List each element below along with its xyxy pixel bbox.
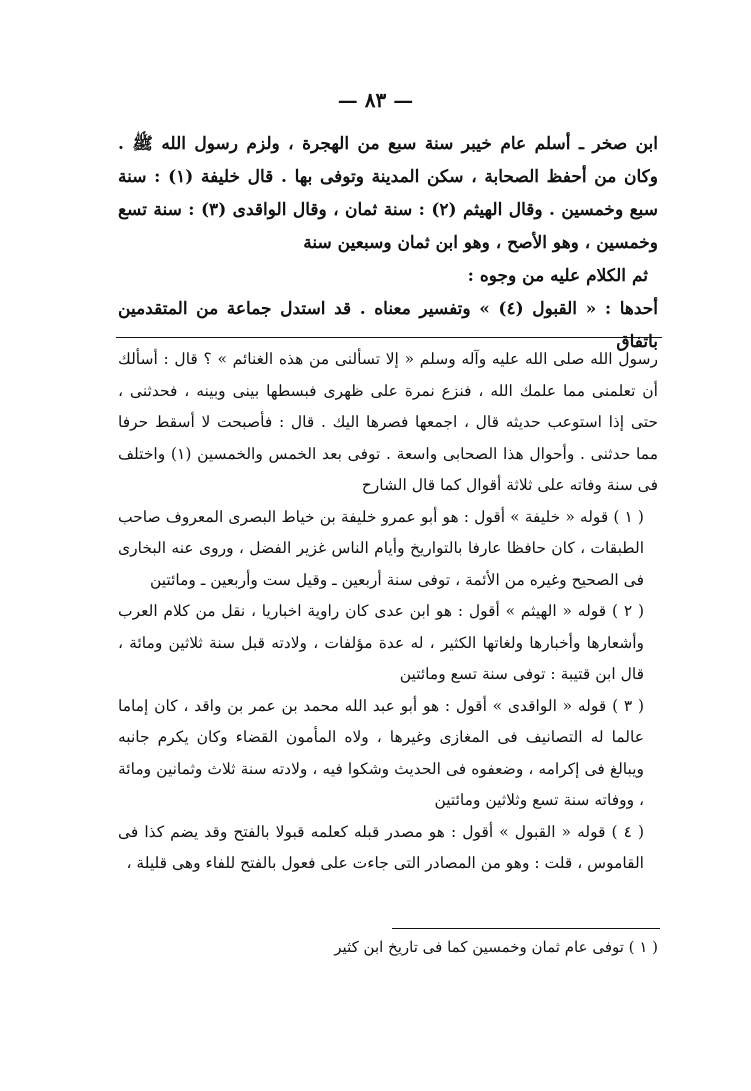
footnote <box>118 932 658 962</box>
commentary-note-3: ( ٣ ) قوله « الواقدى » أقول : هو أبو عبد الله محمد بن عمر بن واقد ، كان إماما عالما له التصانيف فى المغازى وغيرها ، ولاه المأمون القضاء وكان يكرم جانبه ويبالغ فى إكرامه ، وضعفوه فى الحديث وشكوا فيه ، ولادته سنة ثلاث وثمانين ومائة ، ووفاته سنة تسع وثلاثين ومائتين <box>118 696 645 809</box>
commentary-note-4: ( ٤ ) قوله « القبول » أقول : هو مصدر قبله كعلمه قبولا بالفتح وقد يضم كذا فى القاموس ، قلت : وهو من المصادر التى جاءت على فعول بالفتح للفاء وهى قليلة ، <box>118 822 645 872</box>
commentary-note-2: ( ٢ ) قوله « الهيثم » أقول : هو ابن عدى كان راوية اخباريا ، نقل من كلام العرب وأشعارها وأخبارها ولغاتها الكثير ، له عدة مؤلفات ، ولادته قبل سنة ثلاثين ومائة ، قال ابن قتيبة : توفى سنة تسع ومائتين <box>118 602 644 683</box>
main-paragraph-3: أحدها : « القبول (٤) » وتفسير معناه . قد استدل جماعة من المتقدمين باتفاق <box>118 299 658 352</box>
commentary-note-1: ( ١ ) قوله « خليفة » أقول : هو أبو عمرو خليفة بن خياط البصرى المعروف صاحب الطبقات ، كان حافظا عارفا بالتواريخ وأيام الناس غزير الفضل ، وروى عنه البخارى فى الصحيح وغيره من الأئمة ، توفى سنة أربعين ـ وقيل ست وأربعين ـ ومائتين <box>118 507 644 589</box>
commentary-paragraph-1: رسول الله صلى الله عليه وآله وسلم « إلا تسألنى من هذه الغنائم » ؟ قال : أسألك أن تعلمنى مما علمك الله ، فنزع نمرة على ظهرى فبسطها بينى وبينه ، فحدثنى ، حتى إذا استوعب حديثه قال ، اجمعها فصرها اليك . قال : فأصبحت لا أسقط حرفا مما حدثنى . وأحوال هذا الصحابى واسعة . توفى بعد الخمس والخمسين (١) واختلف فى سنة وفاته على ثلاثة أقوال كما قال الشارح <box>118 350 658 494</box>
main-paragraph-2: ثم الكلام عليه من وجوه : <box>467 266 648 286</box>
footnote-text: ( ١ ) توفى عام ثمان وخمسين كما فى تاريخ ابن كثير <box>334 938 658 956</box>
commentary-text <box>118 344 658 880</box>
footnote-divider <box>392 928 660 929</box>
main-text <box>118 128 658 359</box>
section-divider <box>116 337 662 338</box>
page-number: — ٨٣ — <box>337 88 414 112</box>
main-paragraph-1: ابن صخر ـ أسلم عام خيبر سنة سبع من الهجرة ، ولزم رسول الله ﷺ . وكان من أحفظ الصحابة ، سكن المدينة وتوفى بها . قال خليفة (١) : سنة سبع وخمسين . وقال الهيثم (٢) : سنة ثمان ، وقال الواقدى (٣) : سنة تسع وخمسين ، وهو الأصح ، وهو ابن ثمان وسبعين سنة <box>118 134 658 253</box>
